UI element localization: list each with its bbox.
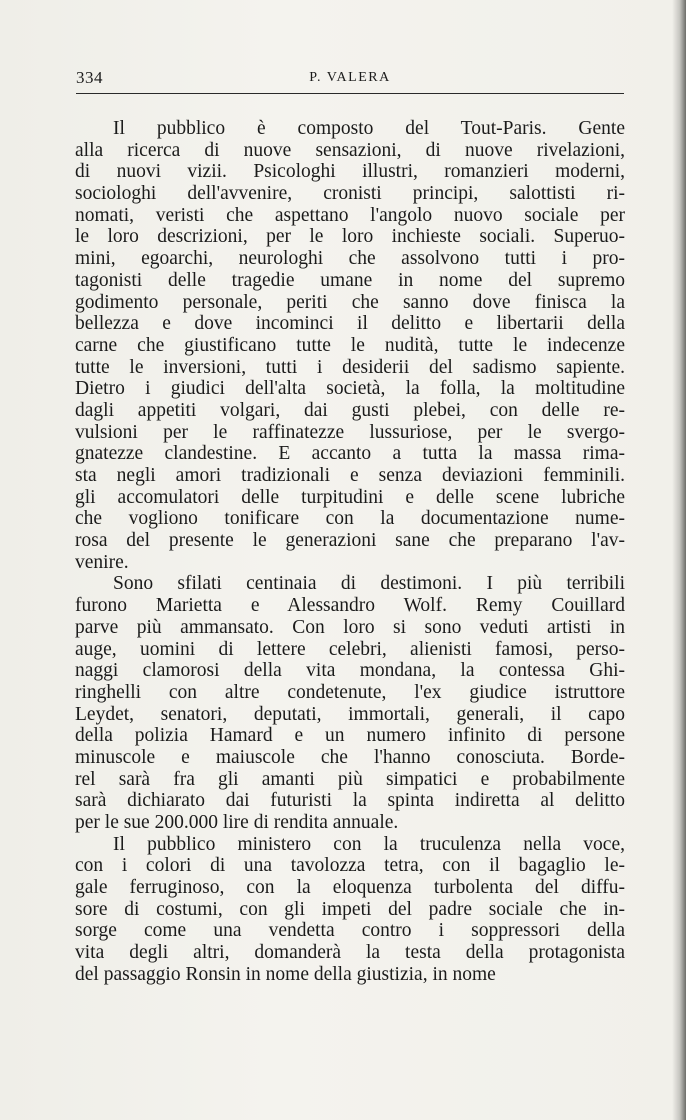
- text-line: Dietro i giudici dell'alta società, la folla, la moltitudine: [75, 378, 625, 400]
- text-line: Sono sfilati centinaia di destimoni. I più terribili: [113, 573, 625, 595]
- paragraph: [75, 573, 625, 833]
- text-line: sociologhi dell'avvenire, cronisti principi, salottisti ri-: [75, 183, 625, 205]
- text-line: tagonisti delle tragedie umane in nome del supremo: [75, 269, 625, 291]
- text-line: Il pubblico ministero con la truculenza nella voce,: [113, 833, 625, 855]
- text-line: dagli appetiti volgari, dai gusti plebei, con delle re-: [75, 399, 625, 421]
- text-line: nomati, veristi che aspettano l'angolo nuovo sociale per: [75, 204, 625, 226]
- text-line: per le sue 200.000 lire di rendita annuale.: [75, 812, 399, 833]
- text-line: vulsioni per le raffinatezze lussuriose, per le svergo-: [75, 421, 625, 443]
- text-line: gale ferruginoso, con la eloquenza turbolenta del diffu-: [75, 877, 625, 899]
- text-line: ringhelli con altre condetenute, l'ex giudice istruttore: [75, 681, 625, 703]
- text-line: parve più ammansato. Con loro si sono veduti artisti in: [75, 616, 625, 638]
- text-line: mini, egoarchi, neurologhi che assolvono tutti i pro-: [75, 248, 625, 270]
- header-rule: [76, 93, 624, 94]
- text-line: alla ricerca di nuove sensazioni, di nuove rivelazioni,: [75, 139, 625, 161]
- text-line: le loro descrizioni, per le loro inchieste sociali. Superuo-: [75, 226, 625, 248]
- text-line: godimento personale, periti che sanno dove finisca la: [75, 291, 625, 313]
- paragraph: [75, 834, 625, 986]
- text-line: gli accomulatori delle turpitudini e delle scene lubriche: [75, 486, 625, 508]
- text-line: tutte le inversioni, tutti i desiderii del sadismo sapiente.: [75, 356, 625, 378]
- text-line: con i colori di una tavolozza tetra, con il bagaglio le-: [75, 855, 625, 877]
- text-line: vita degli altri, domanderà la testa della protagonista: [75, 942, 625, 964]
- text-line: minuscole e maiuscole che l'hanno conosciuta. Borde-: [75, 746, 625, 768]
- text-line: sta negli amori tradizionali e senza deviazioni femminili.: [75, 465, 625, 486]
- paragraph: [75, 118, 625, 573]
- text-line: di nuovi vizii. Psicologhi illustri, romanzieri moderni,: [75, 161, 625, 183]
- text-line: sarà dichiarato dai futuristi la spinta indiretta al delitto: [75, 790, 625, 812]
- text-line: gnatezze clandestine. E accanto a tutta la massa rima-: [75, 443, 625, 465]
- text-line: furono Marietta e Alessandro Wolf. Remy Couillard: [75, 595, 625, 617]
- text-line: rosa del presente le generazioni sane che preparano l'av-: [75, 530, 625, 552]
- text-line: che vogliono tonificare con la documentazione nume-: [75, 508, 625, 530]
- page-number: 334: [76, 68, 103, 87]
- text-line: carne che giustificano tutte le nudità, tutte le indecenze: [75, 334, 625, 356]
- running-head: P. VALERA: [309, 70, 391, 85]
- text-line: bellezza e dove incominci il delitto e libertarii della: [75, 313, 625, 335]
- text-line: della polizia Hamard e un numero infinito di persone: [75, 725, 625, 747]
- text-line: sore di costumi, con gli impeti del padre sociale che in-: [75, 898, 625, 920]
- text-line: Leydet, senatori, deputati, immortali, generali, il capo: [75, 703, 625, 725]
- page-edge-shadow: [672, 0, 686, 1120]
- body-text: [75, 118, 625, 986]
- text-line: naggi clamorosi della vita mondana, la contessa Ghi-: [75, 660, 625, 682]
- text-line: rel sarà fra gli amanti più simpatici e probabilmente: [75, 768, 625, 790]
- text-line: sorge come una vendetta contro i soppressori della: [75, 920, 625, 942]
- text-line: venire.: [75, 551, 129, 573]
- text-line: del passaggio Ronsin in nome della giustizia, in nome: [75, 963, 496, 985]
- text-line: auge, uomini di lettere celebri, alienisti famosi, perso-: [75, 638, 625, 660]
- text-line: Il pubblico è composto del Tout-Paris. Gente: [113, 118, 625, 139]
- page-header: [76, 68, 624, 90]
